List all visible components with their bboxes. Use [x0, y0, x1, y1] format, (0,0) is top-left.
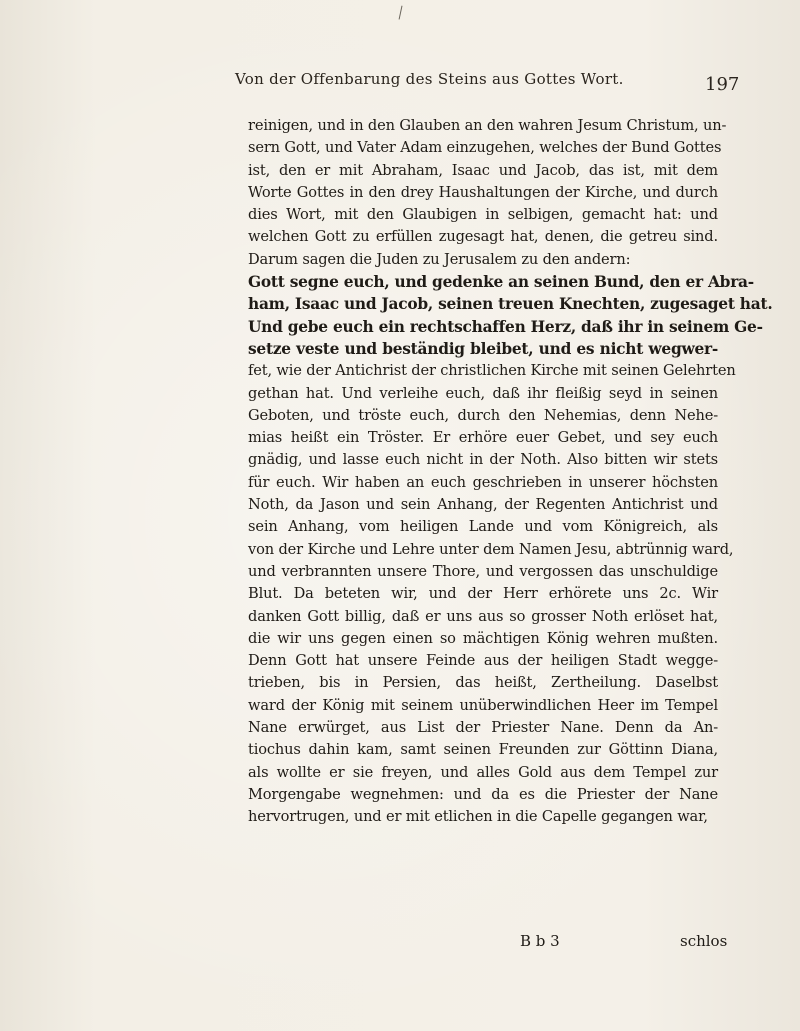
text-line: Noth, da Jason und sein Anhang, der Regenten Antichrist und	[248, 496, 718, 514]
text-line: Nane erwürget, aus List der Priester Nane. Denn da An-	[248, 719, 718, 737]
running-head: Von der Offenbarung des Steins aus Gottes Wort.	[235, 70, 624, 88]
text-line: Und gebe euch ein rechtschaffen Herz, daß ihr in seinem Ge-	[248, 317, 763, 336]
text-line: ward der König mit seinem unüberwindlichen Heer im Tempel	[248, 696, 718, 714]
text-line: trieben, bis in Persien, das heißt, Zertheilung. Daselbst	[248, 674, 718, 692]
page-number: 197	[705, 74, 740, 95]
text-line: und verbrannten unsere Thore, und vergossen das unschuldige	[248, 562, 718, 580]
catchword: schlos	[680, 932, 728, 950]
text-line: Gott segne euch, und gedenke an seinen Bund, den er Abra-	[248, 273, 754, 292]
ink-mark	[399, 6, 407, 21]
text-line: Geboten, und tröste euch, durch den Nehemias, denn Nehe-	[248, 406, 718, 424]
text-line: Blut. Da beteten wir, und der Herr erhörete uns 2c. Wir	[248, 585, 718, 603]
text-line: sern Gott, und Vater Adam einzugehen, welches der Bund Gottes	[248, 139, 722, 157]
text-line: mias heißt ein Tröster. Er erhöre euer Gebet, und sey euch	[248, 429, 718, 447]
text-line: Worte Gottes in den drey Haushaltungen der Kirche, und durch	[248, 183, 718, 201]
text-line: von der Kirche und Lehre unter dem Namen Jesu, abtrünnig ward,	[248, 540, 734, 558]
text-line: hervortrugen, und er mit etlichen in die Capelle gegangen war,	[248, 808, 708, 826]
text-line: reinigen, und in den Glauben an den wahren Jesum Christum, un-	[248, 117, 727, 134]
text-line: ham, Isaac und Jacob, seinen treuen Knechten, zugesaget hat.	[248, 295, 773, 314]
text-line: fet, wie der Antichrist der christlichen Kirche mit seinen Gelehrten	[248, 362, 736, 380]
text-line: Darum sagen die Juden zu Jerusalem zu den andern:	[248, 250, 631, 268]
text-line: Morgengabe wegnehmen: und da es die Priester der Nane	[248, 785, 718, 803]
page-header	[0, 64, 800, 94]
text-line: setze veste und beständig bleibet, und es nicht wegwer-	[248, 339, 718, 358]
text-line: gnädig, und lasse euch nicht in der Noth. Also bitten wir stets	[248, 451, 718, 469]
text-line: tiochus dahin kam, samt seinen Freunden zur Göttinn Diana,	[248, 741, 718, 759]
text-line: die wir uns gegen einen so mächtigen König wehren mußten.	[248, 629, 718, 647]
text-line: für euch. Wir haben an euch geschrieben in unserer höchsten	[248, 473, 718, 491]
text-line: als wollte er sie freyen, und alles Gold aus dem Tempel zur	[248, 763, 718, 781]
text-line: ist, den er mit Abraham, Isaac und Jacob, das ist, mit dem	[248, 161, 718, 179]
text-line: danken Gott billig, daß er uns aus so grosser Noth erlöset hat,	[248, 607, 718, 625]
body-text	[248, 115, 773, 829]
signature-mark: B b 3	[520, 932, 560, 950]
text-line: Denn Gott hat unsere Feinde aus der heiligen Stadt wegge-	[248, 652, 718, 670]
text-line: sein Anhang, vom heiligen Lande und vom Königreich, als	[248, 518, 718, 536]
text-line: welchen Gott zu erfüllen zugesagt hat, denen, die getreu sind.	[248, 228, 718, 246]
text-line: dies Wort, mit den Glaubigen in selbigen, gemacht hat: und	[248, 206, 718, 224]
text-line: gethan hat. Und verleihe euch, daß ihr fleißig seyd in seinen	[248, 384, 718, 402]
